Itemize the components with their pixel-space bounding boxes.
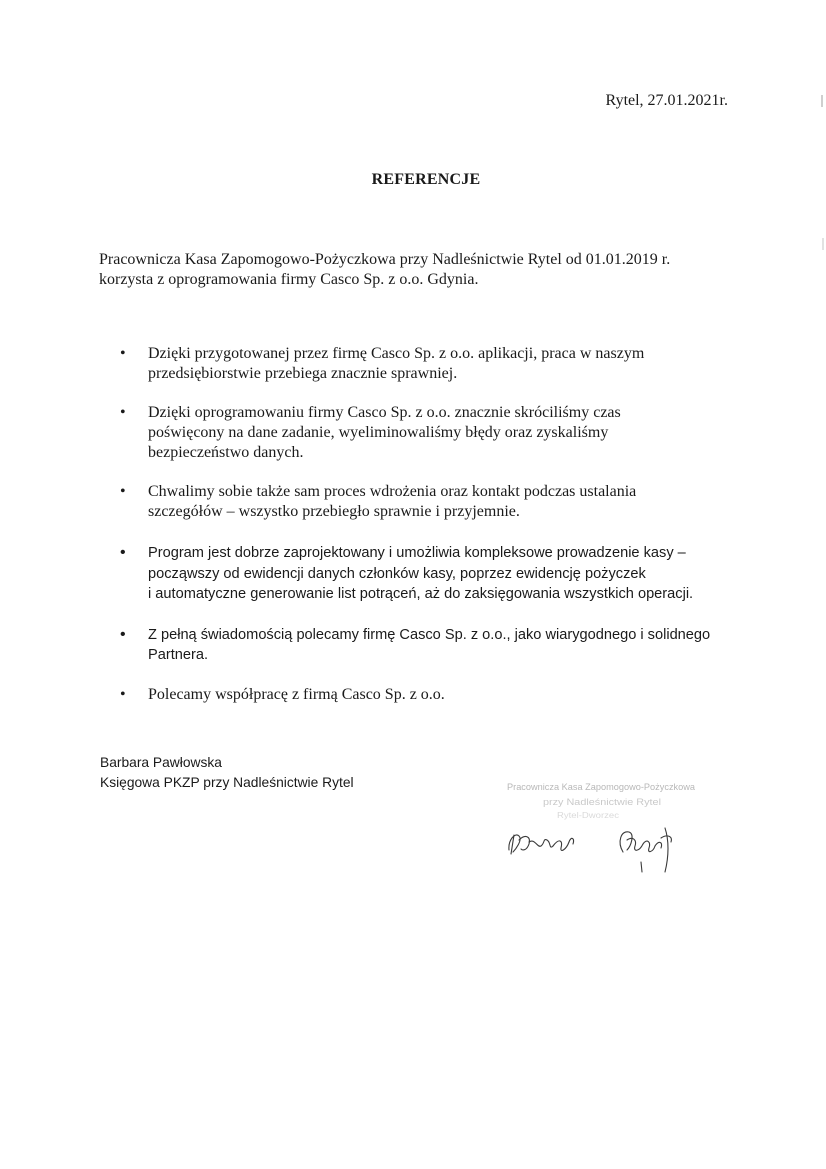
handwritten-signature-right xyxy=(620,828,671,872)
list-item-line: bezpieczeństwo danych. xyxy=(148,444,304,461)
list-item-line: Partnera. xyxy=(148,647,209,663)
stamp-and-signature xyxy=(505,780,715,890)
reference-points-list xyxy=(120,344,740,705)
signer-block xyxy=(100,753,354,793)
list-item-line: Dzięki przygotowanej przez firmę Casco Sp. z o.o. aplikacji, praca w naszym xyxy=(148,345,645,362)
intro-paragraph xyxy=(99,250,739,290)
list-item-line: Chwalimy sobie także sam proces wdrożenia oraz kontakt podczas ustalania xyxy=(148,483,637,500)
bullet-icon: • xyxy=(120,685,126,703)
handwritten-signature-left xyxy=(509,835,574,854)
list-item-line: Program jest dobrze zaprojektowany i umożliwia kompleksowe prowadzenie kasy – xyxy=(148,545,686,561)
bullet-icon: • xyxy=(120,483,126,500)
list-item xyxy=(120,403,740,463)
intro-line: Pracownicza Kasa Zapomogowo-Pożyczkowa przy Nadleśnictwie Rytel od 01.01.2019 r. xyxy=(99,251,671,268)
document-title: REFERENCJE xyxy=(371,171,481,188)
stamp-line: Rytel-Dworzec xyxy=(557,811,619,820)
list-item-line: Z pełną świadomością polecamy firmę Casco Sp. z o.o., jako wiarygodnego i solidnego xyxy=(148,626,711,643)
list-item xyxy=(120,482,740,522)
bullet-icon: • xyxy=(120,544,126,561)
bullet-icon: • xyxy=(120,625,126,643)
list-item xyxy=(120,344,740,384)
list-item-line: poświęcony na dane zadanie, wyeliminowaliśmy błędy oraz zyskaliśmy xyxy=(148,424,609,441)
document-date: Rytel, 27.01.2021r. xyxy=(605,92,728,109)
list-item-line: Polecamy współpracę z firmą Casco Sp. z o.o. xyxy=(148,685,445,703)
signer-name: Barbara Pawłowska xyxy=(100,755,222,770)
list-item xyxy=(120,625,740,666)
scan-edge-mark xyxy=(821,95,823,107)
stamp-line: Pracownicza Kasa Zapomogowo-Pożyczkowa xyxy=(507,782,696,793)
list-item-line: przedsiębiorstwie przebiega znacznie sprawniej. xyxy=(148,365,458,382)
list-item-line: Dzięki oprogramowaniu firmy Casco Sp. z o.o. znacznie skróciliśmy czas xyxy=(148,404,621,421)
list-item-line: począwszy od ewidencji danych członków kasy, poprzez ewidencję pożyczek xyxy=(148,565,646,582)
list-item-line: szczegółów – wszystko przebiegło sprawnie i przyjemnie. xyxy=(148,503,520,520)
list-item-line: i automatyczne generowanie list potrąceń, aż do zaksięgowania wszystkich operacji. xyxy=(148,586,694,602)
stamp-line: przy Nadleśnictwie Rytel xyxy=(543,797,661,807)
intro-line: korzysta z oprogramowania firmy Casco Sp. z o.o. Gdynia. xyxy=(99,271,479,288)
bullet-icon: • xyxy=(120,404,126,421)
scan-edge-mark xyxy=(822,238,824,250)
list-item xyxy=(120,543,740,605)
signer-role: Księgowa PKZP przy Nadleśnictwie Rytel xyxy=(100,775,354,790)
bullet-icon: • xyxy=(120,345,126,362)
list-item xyxy=(120,685,740,705)
